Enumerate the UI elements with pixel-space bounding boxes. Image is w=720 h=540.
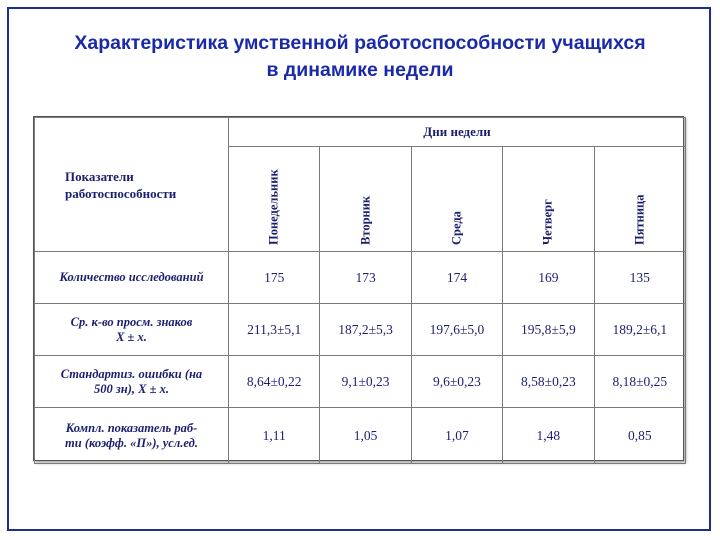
row-label <box>35 304 229 356</box>
row-label <box>35 252 229 304</box>
indicator-header-line-1: Показатели <box>65 168 134 184</box>
table-cell: 174 <box>411 252 502 304</box>
table-row <box>35 408 686 464</box>
table-cell: 8,18±0,25 <box>594 356 685 408</box>
day-header-friday <box>594 147 685 252</box>
table-cell: 195,8±5,9 <box>503 304 594 356</box>
indicator-header <box>35 118 229 252</box>
table-cell: 189,2±6,1 <box>594 304 685 356</box>
table-cell: 9,1±0,23 <box>320 356 411 408</box>
day-label: Пятница <box>632 194 647 245</box>
day-header-monday <box>229 147 320 252</box>
slide-title <box>10 30 710 84</box>
table-cell: 8,58±0,23 <box>503 356 594 408</box>
row-label-line-1: Компл. показатель раб- <box>65 420 198 435</box>
table-row <box>35 356 686 408</box>
day-label: Четверг <box>540 199 555 245</box>
days-header: Дни недели <box>229 118 686 147</box>
indicator-header-line-2: работоспособности <box>65 185 177 201</box>
row-label-line-1: Стандартиз. ошибки (на <box>60 366 203 381</box>
table-cell: 1,48 <box>503 408 594 464</box>
row-label-line-2: ти (коэфф. «П»), усл.ед. <box>65 435 198 450</box>
table-cell: 1,11 <box>229 408 320 464</box>
table-row <box>35 252 686 304</box>
day-label: Понедельник <box>266 169 281 245</box>
data-table <box>33 116 684 461</box>
row-label-line-2: X ± x. <box>116 329 147 344</box>
day-header-thursday <box>503 147 594 252</box>
table-cell: 1,07 <box>411 408 502 464</box>
row-label <box>35 408 229 464</box>
table-cell: 0,85 <box>594 408 685 464</box>
table-cell: 197,6±5,0 <box>411 304 502 356</box>
table-cell: 169 <box>503 252 594 304</box>
table-cell: 9,6±0,23 <box>411 356 502 408</box>
row-label-line-2: 500 зн), X ± x. <box>94 381 169 396</box>
title-line-1: Характеристика умственной работоспособности учащихся <box>74 32 646 54</box>
table-cell: 175 <box>229 252 320 304</box>
table-row <box>35 304 686 356</box>
table-cell: 173 <box>320 252 411 304</box>
day-label: Среда <box>449 211 464 245</box>
row-label-line-1: Ср. к-во просм. знаков <box>70 314 193 329</box>
day-header-tuesday <box>320 147 411 252</box>
day-header-wednesday <box>411 147 502 252</box>
title-line-2: в динамике недели <box>266 59 454 81</box>
table-cell: 211,3±5,1 <box>229 304 320 356</box>
table-cell: 187,2±5,3 <box>320 304 411 356</box>
table-cell: 1,05 <box>320 408 411 464</box>
day-label: Вторник <box>358 195 373 245</box>
table-cell: 135 <box>594 252 685 304</box>
table-cell: 8,64±0,22 <box>229 356 320 408</box>
row-label <box>35 356 229 408</box>
row-label-line-1: Количество исследований <box>59 270 204 284</box>
